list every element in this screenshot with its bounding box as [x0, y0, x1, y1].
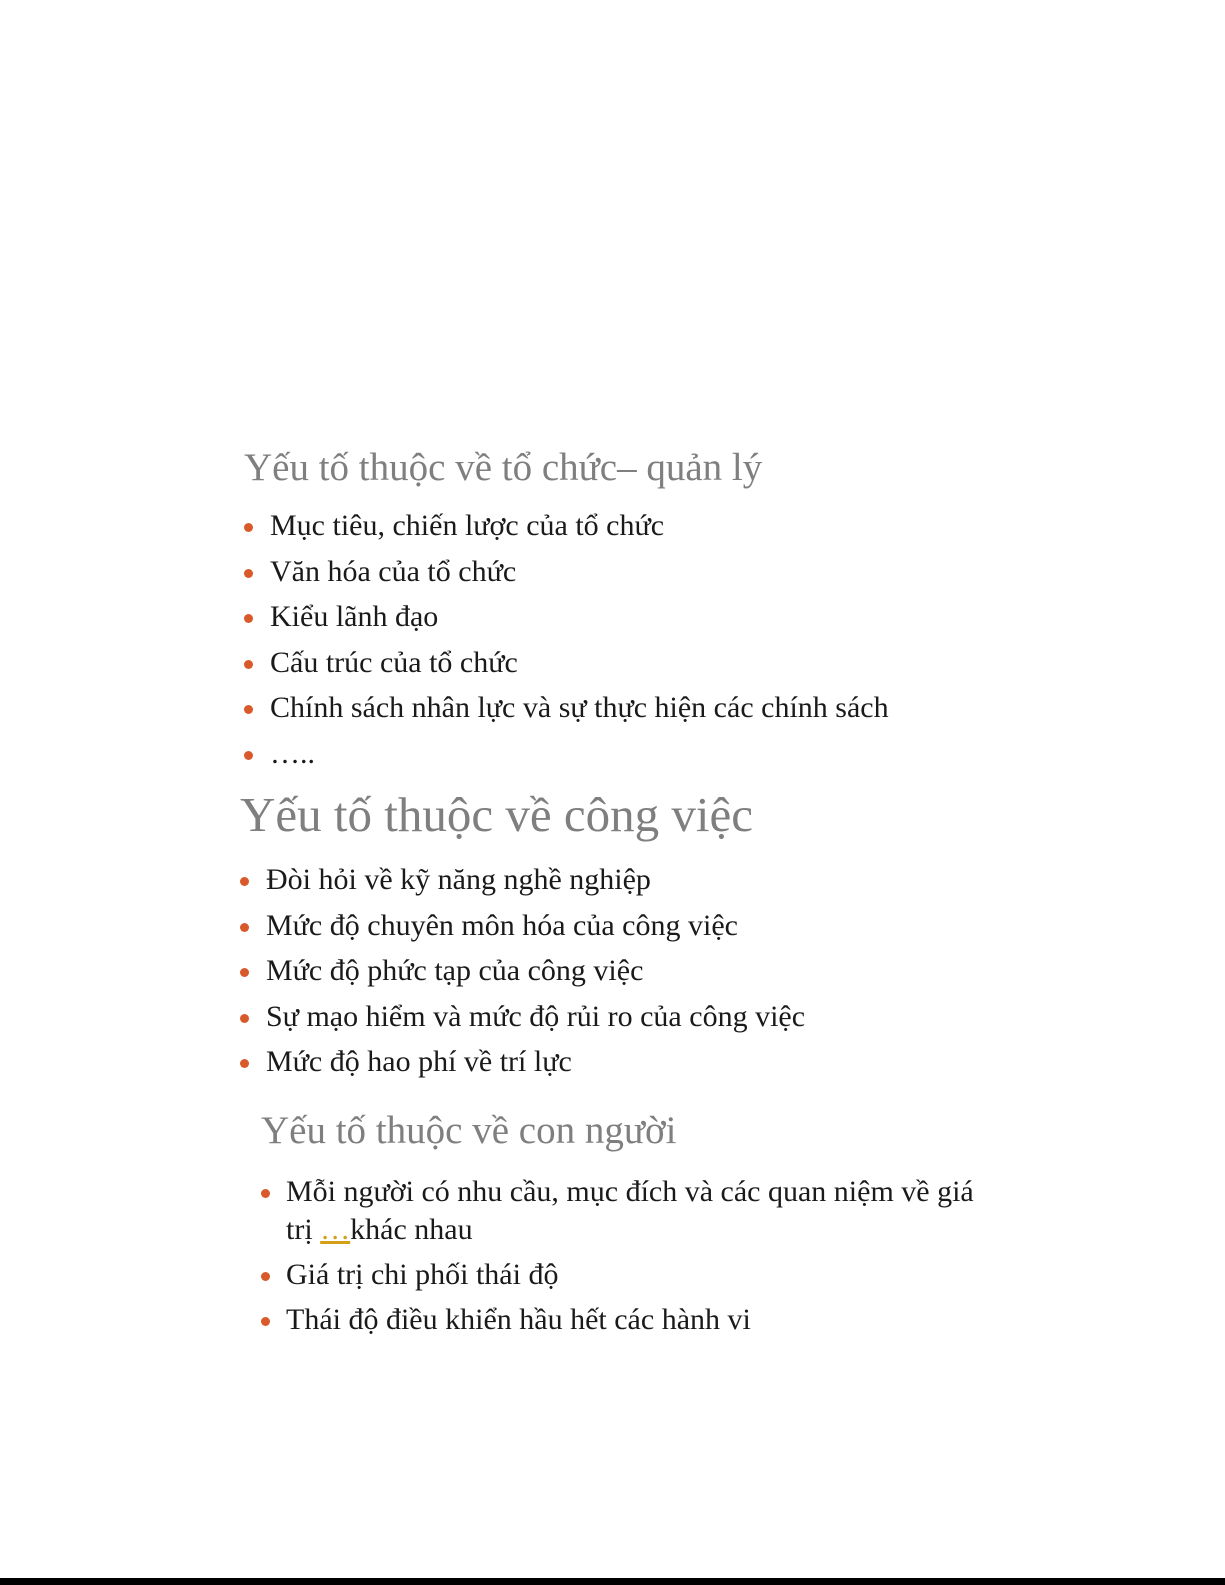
- list-item: [244, 506, 889, 552]
- list-item-text: Đòi hỏi về kỹ năng nghề nghiệp: [266, 863, 651, 896]
- bullet-icon: [261, 1272, 270, 1281]
- bullet-icon: [240, 968, 249, 977]
- list-item-text: Chính sách nhân lực và sự thực hiện các chính sách: [270, 691, 889, 724]
- list-item: [240, 997, 805, 1043]
- list-item-text: Mức độ hao phí về trí lực: [266, 1045, 572, 1078]
- list-item: [261, 1256, 986, 1294]
- page-bottom-rule: [0, 1578, 1225, 1585]
- bullet-icon: [244, 705, 253, 714]
- section-organization: [244, 448, 889, 779]
- list-item-text: Thái độ điều khiển hầu hết các hành vi: [286, 1303, 751, 1336]
- list-item-text: [286, 1173, 986, 1249]
- section-people: [261, 1111, 986, 1346]
- list-item-text-start: Mỗi người có nhu cầu, mục đích và các quan niệm về giá trị: [286, 1175, 974, 1246]
- list-item-text: Giá trị chi phối thái độ: [286, 1258, 559, 1291]
- list-item: [244, 734, 889, 780]
- list-item-text: Kiểu lãnh đạo: [270, 600, 439, 633]
- bullet-icon: [261, 1189, 270, 1198]
- list-item-text: Văn hóa của tổ chức: [270, 554, 517, 588]
- bullet-icon: [244, 660, 253, 669]
- bullet-list: [261, 1173, 986, 1339]
- list-item-text: Mức độ phức tạp của công việc: [266, 954, 644, 987]
- list-item: [261, 1173, 986, 1249]
- section-heading: Yếu tố thuộc về tổ chức– quản lý: [244, 446, 763, 489]
- list-item-text: Mục tiêu, chiến lược của tổ chức: [270, 509, 665, 542]
- section-work: [240, 787, 806, 1088]
- bullet-icon: [244, 751, 253, 760]
- list-item-text: Cấu trúc của tổ chức: [270, 645, 518, 679]
- list-item-text: …..: [270, 736, 315, 770]
- bullet-icon: [244, 569, 253, 578]
- list-item-text-end: khác nhau: [350, 1213, 473, 1246]
- bullet-icon: [244, 523, 253, 532]
- bullet-list: [244, 506, 889, 779]
- bullet-icon: [240, 877, 249, 886]
- list-item: [240, 906, 805, 952]
- list-item: [240, 951, 805, 997]
- bullet-list: [240, 860, 805, 1088]
- bullet-icon: [240, 923, 249, 932]
- list-item: [244, 597, 889, 643]
- list-item: [240, 1042, 805, 1088]
- section-heading: Yếu tố thuộc về con người: [261, 1109, 677, 1152]
- section-heading: Yếu tố thuộc về công việc: [240, 787, 753, 842]
- bullet-icon: [261, 1317, 270, 1326]
- list-item: [240, 860, 805, 906]
- bullet-icon: [240, 1059, 249, 1068]
- ellipsis-mark: …: [320, 1213, 351, 1246]
- list-item-text: Sự mạo hiểm và mức độ rủi ro của công việc: [266, 999, 806, 1033]
- list-item: [244, 643, 889, 689]
- bullet-icon: [244, 614, 253, 623]
- list-item: [244, 552, 889, 598]
- list-item: [261, 1301, 986, 1339]
- list-item-text: Mức độ chuyên môn hóa của công việc: [266, 908, 738, 942]
- bullet-icon: [240, 1014, 249, 1023]
- list-item: [244, 688, 889, 734]
